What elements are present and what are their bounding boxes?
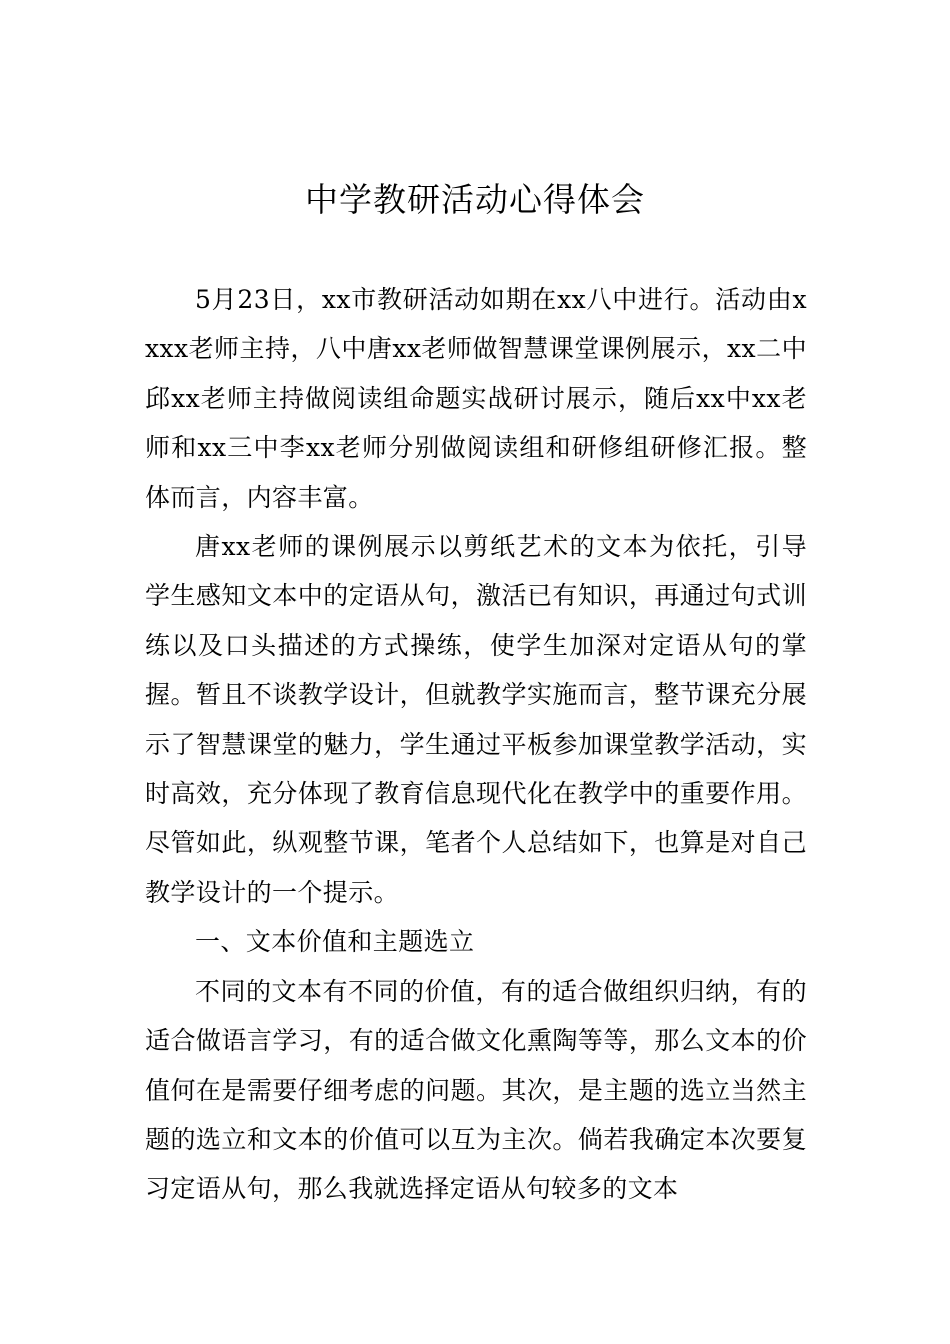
paragraph-intro: 5月23日，xx市教研活动如期在xx八中进行。活动由xxxx老师主持，八中唐xx老师做智慧课堂课例展示，xx二中邱xx老师主持做阅读组命题实战研讨展示，随后xx中xx老师和xx三中李xx老师分别做阅读组和研修组研修汇报。整体而言，内容丰富。 xyxy=(145,285,807,512)
section-heading-text-value: 一、文本价值和主题选立 xyxy=(195,927,475,957)
document-title: 中学教研活动心得体会 xyxy=(305,180,645,219)
paragraph-text-value: 不同的文本有不同的价值，有的适合做组织归纳，有的适合做语言学习，有的适合做文化熏陶等等，那么文本的价值何在是需要仔细考虑的问题。其次，是主题的选立当然主题的选立和文本的价值可以互为主次。倘若我确定本次要复习定语从句，那么我就选择定语从句较多的文本 xyxy=(145,976,807,1204)
paragraph-lesson-review: 唐xx老师的课例展示以剪纸艺术的文本为依托，引导学生感知文本中的定语从句，激活已有知识，再通过句式训练以及口头描述的方式操练，使学生加深对定语从句的掌握。暂且不谈教学设计，但就教学实施而言，整节课充分展示了智慧课堂的魅力，学生通过平板参加课堂教学活动，实时高效，充分体现了教育信息现代化在教学中的重要作用。尽管如此，纵观整节课，笔者个人总结如下，也算是对自己教学设计的一个提示。 xyxy=(145,532,807,907)
document-body xyxy=(145,275,807,1214)
